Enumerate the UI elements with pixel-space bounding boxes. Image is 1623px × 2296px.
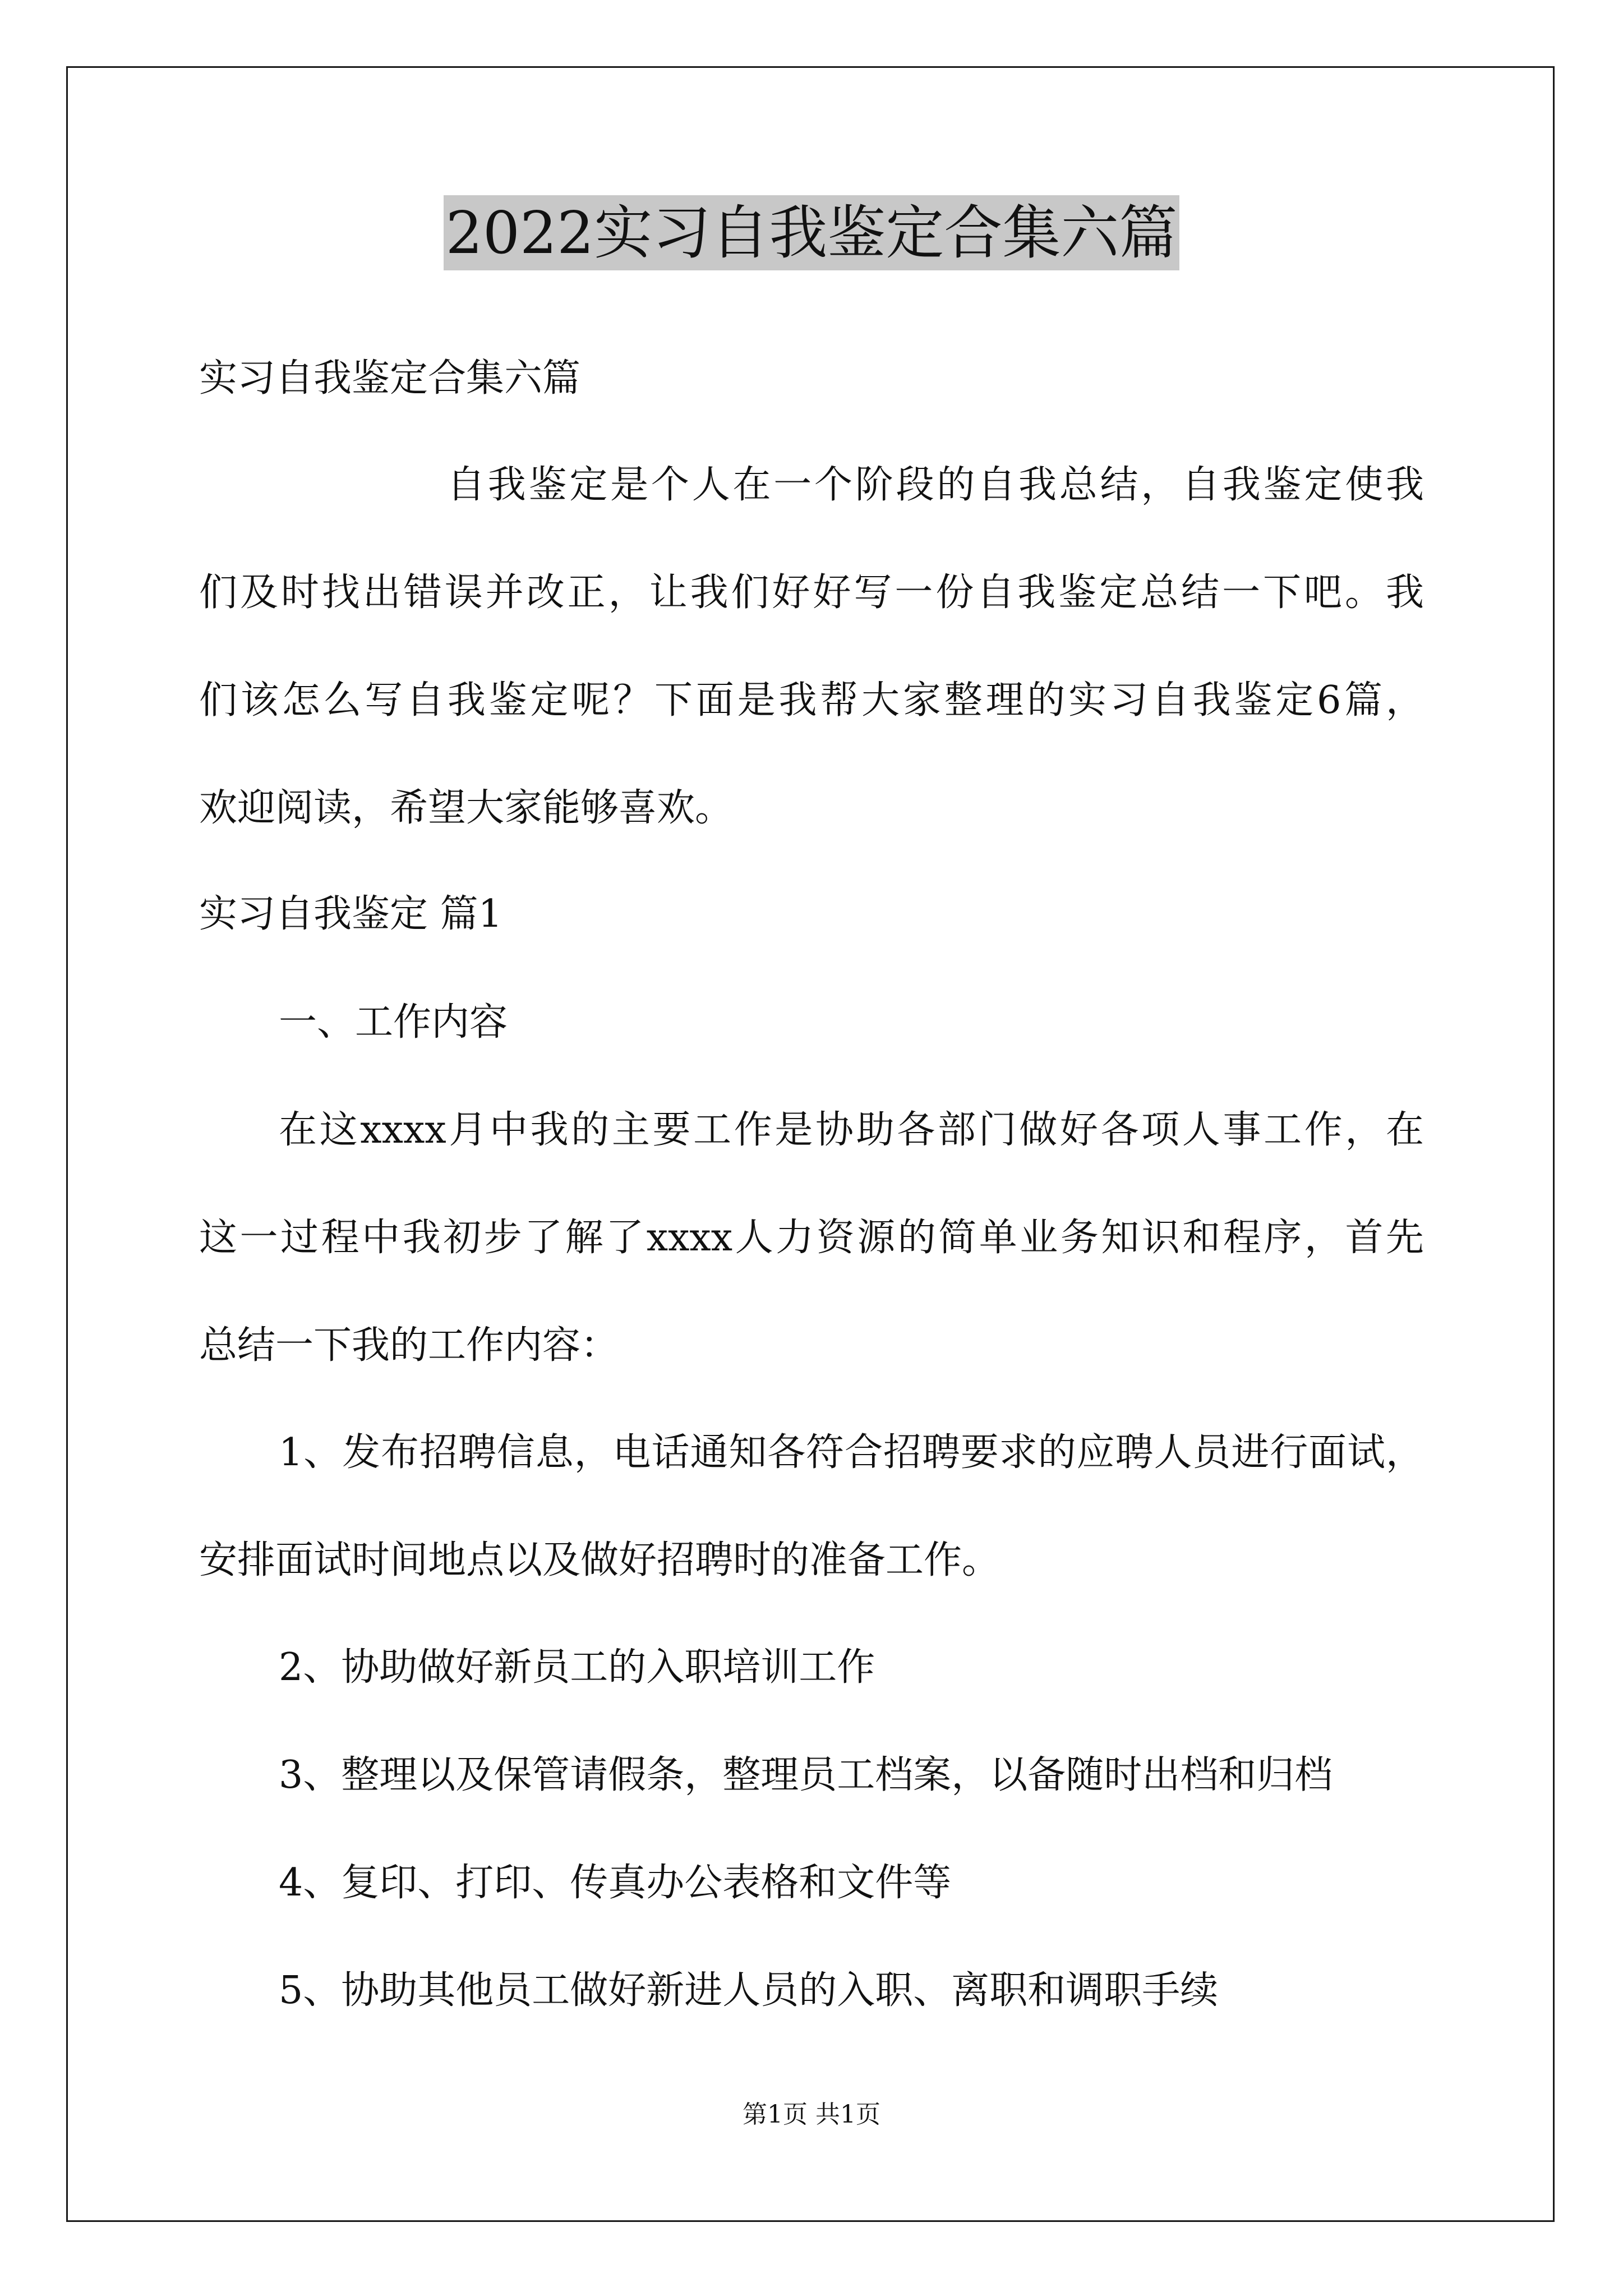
intro-line-4: 欢迎阅读，希望大家能够喜欢。	[199, 786, 734, 830]
document-title	[0, 196, 1623, 269]
page-footer: 第1页 共1页	[743, 2100, 880, 2129]
list-item-3: 3、整理以及保管请假条，整理员工档案，以备随时出档和归档	[279, 1753, 1333, 1797]
title-highlight: 2022实习自我鉴定合集六篇	[444, 195, 1180, 270]
intro-line-1: 自我鉴定是个人在一个阶段的自我总结，自我鉴定使我	[447, 463, 1424, 507]
intro-line-2: 们及时找出错误并改正，让我们好好写一份自我鉴定总结一下吧。我	[199, 570, 1424, 615]
sub-heading: 一、工作内容	[279, 1000, 508, 1045]
list-item-2: 2、协助做好新员工的入职培训工作	[279, 1645, 875, 1690]
body-line-3: 总结一下我的工作内容：	[199, 1323, 619, 1368]
list-item-1-continued: 安排面试时间地点以及做好招聘时的准备工作。	[199, 1538, 1000, 1582]
list-item-1: 1、发布招聘信息，电话通知各符合招聘要求的应聘人员进行面试，	[279, 1430, 1424, 1475]
body-line-2: 这一过程中我初步了解了xxxx人力资源的简单业务知识和程序，首先	[199, 1216, 1424, 1260]
list-item-5: 5、协助其他员工做好新进人员的入职、离职和调职手续	[279, 1968, 1219, 2013]
document-subtitle: 实习自我鉴定合集六篇	[199, 356, 581, 401]
list-item-4: 4、复印、打印、传真办公表格和文件等	[279, 1861, 952, 1905]
section-heading: 实习自我鉴定 篇1	[199, 892, 502, 936]
body-line-1: 在这xxxx月中我的主要工作是协助各部门做好各项人事工作，在	[279, 1108, 1424, 1152]
intro-line-3: 们该怎么写自我鉴定呢？下面是我帮大家整理的实习自我鉴定6篇，	[199, 678, 1424, 723]
